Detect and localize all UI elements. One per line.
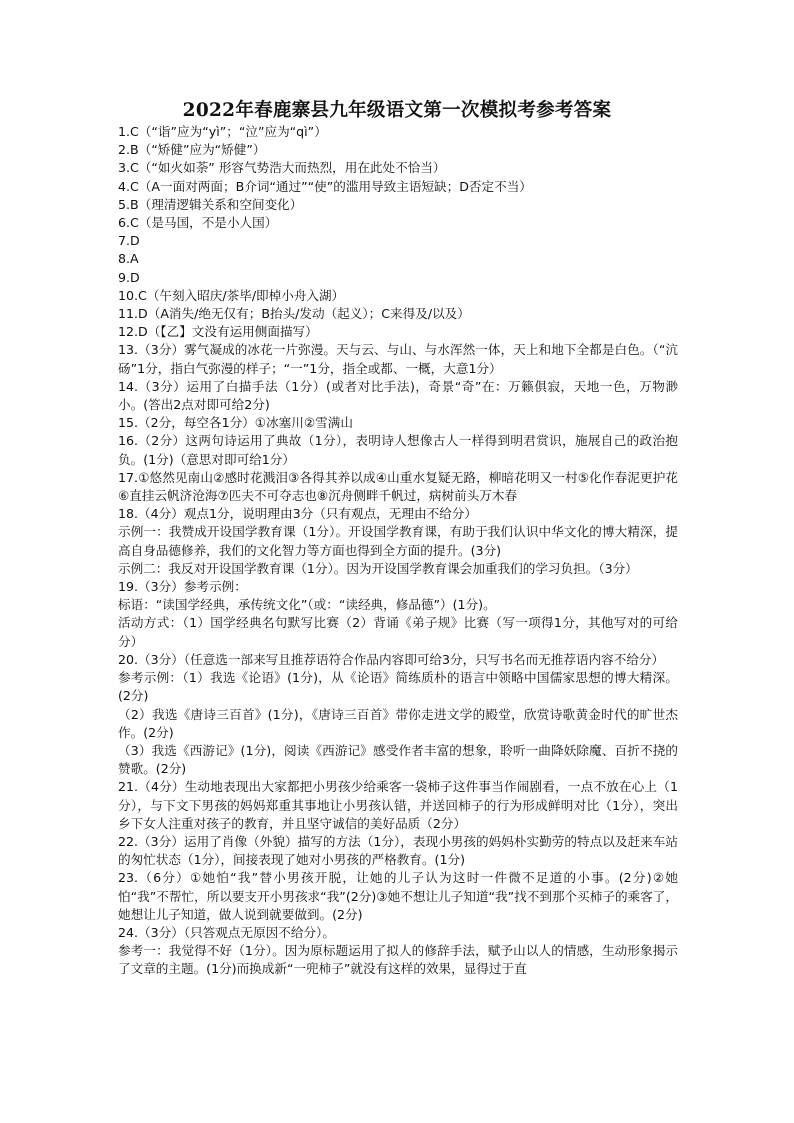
answer-line: 15.（2分，每空各1分）①冰塞川②雪满山 — [118, 415, 353, 431]
answer-list — [118, 123, 678, 979]
answer-line: 22.（3分）运用了肖像（外貌）描写的方法（1分），表现小男孩的妈妈朴实勤劳的特点以及赶来车站的匆忙状态（1分），间接表现了她对小男孩的严格教育。(1分) — [118, 833, 678, 868]
answer-line: 18.（4分）观点1分，说明理由3分（只有观点，无理由不给分） — [118, 506, 477, 522]
answer-line: 21.（4分）生动地表现出大家都把小男孩少给乘客一袋柿子这件事当作闹剧看，一点不放在心上（1分），与下文下男孩的妈妈郑重其事地让小男孩认错，并送回柿子的行为形成鲜明对比（1分），突出乡下女人注重对孩子的教育，并且坚守诚信的美好品质（2分） — [118, 779, 678, 831]
answer-line: 20.（3分）（任意选一部来写且推荐语符合作品内容即可给3分，只写书名而无推荐语内容不给分） — [118, 651, 665, 667]
answer-line: 5.B（理清逻辑关系和空间变化） — [118, 196, 303, 212]
answer-line: 2.B（“矫健”应为“矫健”） — [118, 142, 266, 158]
answer-line: （2）我选《唐诗三百首》(1分)，《唐诗三百首》带你走进文学的殿堂，欣赏诗歌黄金时代的旷世杰作。(2分) — [118, 706, 678, 740]
answer-line: 9.D — [118, 269, 140, 285]
answer-line: 6.C（是马国，不是小人国） — [118, 215, 278, 231]
answer-line: 3.C（“如火如荼” 形容气势浩大而热烈，用在此处不恰当） — [118, 160, 446, 176]
answer-line: 24.（3分）（只答观点无原因不给分）。 — [118, 924, 335, 940]
answer-line: 19.（3分）参考示例： — [118, 579, 247, 595]
answer-line: 14.（3分）运用了白描手法（1分）(或者对比手法)，奇景“奇”在：万籁俱寂，天地一色，万物渺小。(答出2点对即可给2分) — [118, 378, 678, 413]
answer-line: 23.（6分）①她怕“我”替小男孩开脱，让她的儿子认为这时一件微不足道的小事。(2分)②她怕“我”不帮忙，所以要支开小男孩求“我”(2分)③她不想让儿子知道“我”找不到那个买柿子的乘客了，她想让儿子知道，做人说到就要做到。(2分) — [118, 870, 678, 922]
answer-line: 示例二：我反对开设国学教育课（1分）。因为开设国学教育课会加重我们的学习负担。（3分） — [118, 560, 638, 576]
answer-line: 活动方式：（1）国学经典名句默写比赛（2）背诵《弟子规》比赛（写一项得1分，其他写对的可给分） — [118, 615, 678, 649]
answer-line: 16.（2分）这两句诗运用了典故（1分），表明诗人想像古人一样得到明君赏识，施展自己的政治抱负。(1分)（意思对即可给1分） — [118, 433, 678, 467]
answer-line: 示例一：我赞成开设国学教育课（1分）。开设国学教育课，有助于我们认识中华文化的博大精深，提高自身品德修养，我们的文化智力等方面也得到全方面的提升。(3分) — [118, 524, 678, 558]
answer-line: 12.D（【乙】文没有运用侧面描写） — [118, 324, 318, 340]
answer-line: 11.D（A消失/绝无仅有；B抬头/发动（起义）；C来得及/以及） — [118, 306, 470, 322]
answer-line: 7.D — [118, 233, 140, 249]
answer-line: 1.C（“诣”应为“yì”；“泣”应为“qì”） — [118, 124, 327, 139]
answer-line: 标语：“读国学经典，承传统文化”（或：“读经典，修品德”）(1分)。 — [118, 597, 496, 613]
answer-line: 4.C（A一面对两面；B介词“通过”“使”的滥用导致主语短缺；D否定不当） — [118, 178, 532, 194]
answer-line: 10.C（午刻入昭庆/茶毕/即棹小舟入湖） — [118, 287, 345, 303]
answer-line: 参考示例：（1）我选《论语》(1分)，从《论语》简练质朴的语言中领略中国儒家思想的博大精深。(2分) — [118, 670, 678, 704]
answer-line: 13.（3分）雾气凝成的冰花一片弥漫。天与云、与山、与水浑然一体，天上和地下全都是白色。（“沆砀”1分，指白气弥漫的样子；“一”1分，指全或都、一概，大意1分） — [118, 342, 678, 376]
answer-line: （3）我选《西游记》(1分)，阅读《西游记》感受作者丰富的想象，聆听一曲降妖除魔、百折不挠的赞歌。(2分) — [118, 742, 678, 777]
answer-line: 8.A — [118, 251, 139, 267]
answer-line: 参考一：我觉得不好（1分）。因为原标题运用了拟人的修辞手法，赋予山以人的情感，生动形象揭示了文章的主题。(1分)而换成新“一兜柿子”就没有这样的效果，显得过于直 — [118, 943, 678, 977]
page-title: 2022年春鹿寨县九年级语文第一次模拟考参考答案 — [182, 100, 612, 121]
answer-line: 17.①悠然见南山②感时花溅泪③各得其养以成④山重水复疑无路，柳暗花明又一村⑤化作春泥更护花⑥直挂云帆济沧海⑦匹夫不可夺志也⑧沉舟侧畔千帆过，病树前头万木春 — [118, 469, 678, 504]
